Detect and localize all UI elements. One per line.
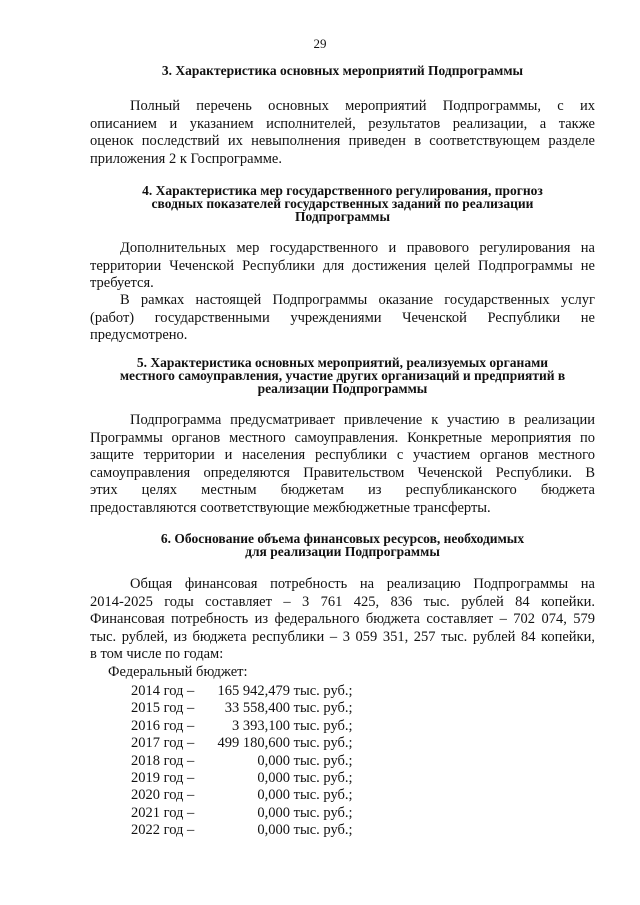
heading-line: 4. Характеристика мер государственного регулирования, прогноз bbox=[142, 183, 543, 198]
section-4-heading bbox=[90, 184, 595, 223]
year-unit: тыс. руб.; bbox=[293, 700, 353, 717]
paragraph-line: в том числе по годам: bbox=[90, 646, 224, 663]
year-row bbox=[131, 683, 353, 700]
year-label: 2015 год – bbox=[131, 700, 195, 717]
year-label: 2021 год – bbox=[131, 804, 195, 821]
paragraph-line: В рамках настоящей Подпрограммы оказание государственных услуг bbox=[120, 292, 595, 308]
year-row bbox=[131, 822, 353, 839]
year-unit: тыс. руб.; bbox=[293, 769, 353, 786]
section-6-paragraph bbox=[90, 576, 595, 664]
paragraph-line: этих целях местным бюджетам из республиканского бюджета bbox=[90, 482, 595, 499]
section-3-paragraph bbox=[90, 98, 595, 168]
heading-line: для реализации Подпрограммы bbox=[245, 544, 440, 559]
paragraph-line: тыс. рублей, из бюджета республики – 3 059 351, 257 тыс. рублей 84 копейки, bbox=[90, 628, 595, 645]
heading-line: сводных показателей государственных заданий по реализации bbox=[151, 196, 534, 211]
year-label: 2014 год – bbox=[131, 683, 195, 699]
paragraph-line: защите территории и населения республики с участием органов местного bbox=[90, 447, 595, 464]
year-amount: 0,000 bbox=[257, 822, 290, 839]
paragraph-line: предоставляются соответствующие межбюджетные трансферты. bbox=[90, 499, 491, 516]
paragraph-line: Финансовая потребность из федерального бюджета составляет – 702 074, 579 bbox=[90, 611, 595, 628]
year-row bbox=[131, 805, 353, 822]
section-5-paragraph bbox=[90, 412, 595, 518]
paragraph-line: Общая финансовая потребность на реализацию Подпрограммы на bbox=[130, 576, 595, 592]
year-label: 2018 год – bbox=[131, 752, 195, 769]
heading-line: 6. Обоснование объема финансовых ресурсов, необходимых bbox=[160, 531, 525, 546]
year-row bbox=[131, 718, 353, 735]
year-amount: 33 558,400 bbox=[224, 700, 290, 717]
paragraph-line: оценок последствий их невыполнения приведен в соответствующем разделе bbox=[90, 133, 595, 150]
section-6-heading bbox=[90, 532, 595, 558]
paragraph-line: Программы органов местного самоуправления. Конкретные мероприятия по bbox=[90, 429, 595, 446]
section-3-heading bbox=[90, 64, 595, 77]
year-unit: тыс. руб.; bbox=[293, 752, 353, 769]
federal-budget-label: Федеральный бюджет: bbox=[108, 664, 248, 680]
paragraph-line: приложения 2 к Госпрограмме. bbox=[90, 150, 282, 167]
year-row bbox=[131, 735, 353, 752]
section-5-heading bbox=[90, 356, 595, 395]
year-label: 2016 год – bbox=[131, 717, 195, 734]
heading-line: реализации Подпрограммы bbox=[257, 381, 428, 396]
year-row bbox=[131, 787, 353, 804]
year-amount: 165 942,479 bbox=[217, 683, 290, 699]
year-label: 2017 год – bbox=[131, 735, 195, 752]
paragraph-line: предусмотрено. bbox=[90, 327, 188, 344]
year-unit: тыс. руб.; bbox=[293, 787, 353, 804]
year-unit: тыс. руб.; bbox=[293, 735, 353, 752]
year-unit: тыс. руб.; bbox=[293, 822, 353, 839]
year-amount: 0,000 bbox=[257, 769, 290, 786]
year-label: 2019 год – bbox=[131, 769, 195, 786]
paragraph-line: Дополнительных мер государственного и правового регулирования на bbox=[120, 240, 595, 256]
paragraph-line: описанием и указанием исполнителей, результатов реализации, а также bbox=[90, 115, 595, 132]
year-row bbox=[131, 700, 353, 717]
heading-line: 3. Характеристика основных мероприятий Подпрограммы bbox=[161, 63, 524, 78]
heading-line: 5. Характеристика основных мероприятий, реализуемых органами bbox=[136, 355, 549, 370]
heading-line: местного самоуправления, участие других организаций и предприятий в bbox=[119, 368, 566, 383]
paragraph-line: 2014-2025 годы составляет – 3 761 425, 836 тыс. рублей 84 копейки. bbox=[90, 593, 595, 610]
paragraph-line: Полный перечень основных мероприятий Подпрограммы, с их bbox=[130, 98, 595, 114]
paragraph-line: самоуправления определяются Правительством Чеченской Республики. В bbox=[90, 464, 595, 481]
year-amount: 0,000 bbox=[257, 752, 290, 769]
year-label: 2020 год – bbox=[131, 787, 195, 804]
year-unit: тыс. руб.; bbox=[293, 804, 353, 821]
year-amount: 0,000 bbox=[257, 804, 290, 821]
year-amount: 3 393,100 bbox=[232, 717, 290, 734]
section-4-paragraph-2 bbox=[90, 292, 595, 345]
paragraph-line: требуется. bbox=[90, 275, 154, 292]
year-row bbox=[131, 753, 353, 770]
paragraph-line: (работ) государственными учреждениями Чеченской Республики не bbox=[90, 309, 595, 326]
heading-line: Подпрограммы bbox=[294, 209, 391, 224]
paragraph-line: территории Чеченской Республики для достижения целей Подпрограммы не bbox=[90, 257, 595, 274]
page-number: 29 bbox=[313, 36, 327, 51]
paragraph-line: Подпрограмма предусматривает привлечение к участию в реализации bbox=[130, 412, 595, 428]
year-unit: тыс. руб.; bbox=[293, 683, 353, 699]
year-row bbox=[131, 770, 353, 787]
year-amount: 499 180,600 bbox=[217, 735, 290, 752]
section-4-paragraph-1 bbox=[90, 240, 595, 293]
year-amount: 0,000 bbox=[257, 787, 290, 804]
federal-budget-by-year bbox=[131, 683, 353, 840]
year-label: 2022 год – bbox=[131, 822, 195, 839]
year-unit: тыс. руб.; bbox=[293, 717, 353, 734]
